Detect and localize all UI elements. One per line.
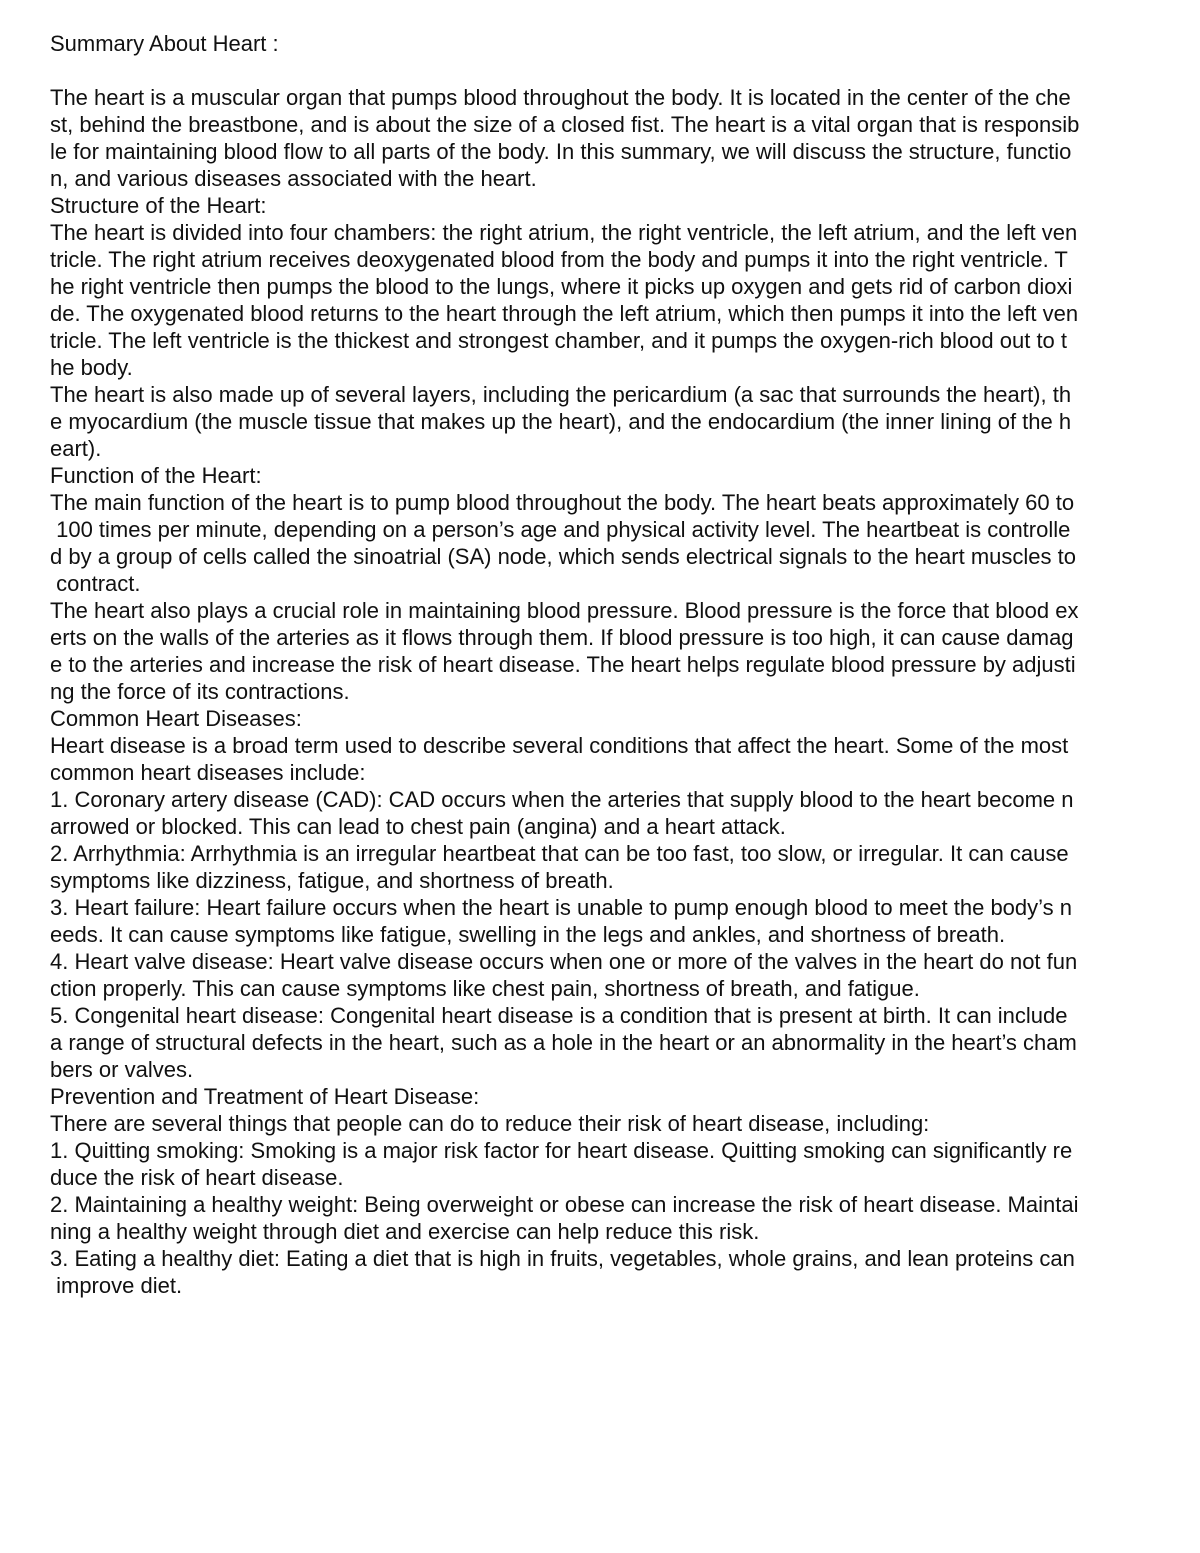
text-line: contract.	[50, 571, 141, 596]
text-line: symptoms like dizziness, fatigue, and shortness of breath.	[50, 868, 614, 893]
text-line: e to the arteries and increase the risk of heart disease. The heart helps regulate blood pressure by adjusti	[50, 652, 1076, 677]
text-line: Common Heart Diseases:	[50, 706, 302, 731]
text-line: 1. Coronary artery disease (CAD): CAD occurs when the arteries that supply blood to the heart become n	[50, 787, 1074, 812]
text-line: 2. Maintaining a healthy weight: Being overweight or obese can increase the risk of heart disease. Maintai	[50, 1192, 1079, 1217]
text-line: ng the force of its contractions.	[50, 679, 350, 704]
text-line: 1. Quitting smoking: Smoking is a major risk factor for heart disease. Quitting smoking can significantly re	[50, 1138, 1073, 1163]
text-line: There are several things that people can do to reduce their risk of heart disease, including:	[50, 1111, 930, 1136]
text-line: eeds. It can cause symptoms like fatigue, swelling in the legs and ankles, and shortness of breath.	[50, 922, 1006, 947]
text-line: 3. Eating a healthy diet: Eating a diet that is high in fruits, vegetables, whole grains, and lean proteins can	[50, 1246, 1075, 1271]
text-line: a range of structural defects in the heart, such as a hole in the heart or an abnormality in the heart’s cham	[50, 1030, 1077, 1055]
text-line: n, and various diseases associated with the heart.	[50, 166, 537, 191]
text-line: e myocardium (the muscle tissue that makes up the heart), and the endocardium (the inner lining of the h	[50, 409, 1072, 434]
document-page	[50, 30, 1150, 1299]
document-body	[50, 84, 1150, 1299]
text-line: d by a group of cells called the sinoatrial (SA) node, which sends electrical signals to the heart muscles to	[50, 544, 1076, 569]
text-line: The heart is a muscular organ that pumps blood throughout the body. It is located in the center of the che	[50, 85, 1071, 110]
text-line: tricle. The left ventricle is the thickest and strongest chamber, and it pumps the oxygen-rich blood out to t	[50, 328, 1068, 353]
text-line: 5. Congenital heart disease: Congenital heart disease is a condition that is present at birth. It can include	[50, 1003, 1068, 1028]
text-line: Prevention and Treatment of Heart Disease:	[50, 1084, 480, 1109]
text-line: duce the risk of heart disease.	[50, 1165, 344, 1190]
text-line: Structure of the Heart:	[50, 193, 267, 218]
text-line: eart).	[50, 436, 102, 461]
text-line: The main function of the heart is to pump blood throughout the body. The heart beats approximately 60 to	[50, 490, 1075, 515]
text-line: The heart also plays a crucial role in maintaining blood pressure. Blood pressure is the force that blood ex	[50, 598, 1079, 623]
blank-line	[50, 57, 1150, 84]
text-line: de. The oxygenated blood returns to the heart through the left atrium, which then pumps it into the left ven	[50, 301, 1079, 326]
text-line: le for maintaining blood flow to all parts of the body. In this summary, we will discuss the structure, functio	[50, 139, 1072, 164]
text-line: Heart disease is a broad term used to describe several conditions that affect the heart. Some of the most	[50, 733, 1069, 758]
text-line: ction properly. This can cause symptoms like chest pain, shortness of breath, and fatigue.	[50, 976, 920, 1001]
text-line: 4. Heart valve disease: Heart valve disease occurs when one or more of the valves in the heart do not fun	[50, 949, 1078, 974]
text-line: 2. Arrhythmia: Arrhythmia is an irregular heartbeat that can be too fast, too slow, or irregular. It can cause	[50, 841, 1069, 866]
text-line: he right ventricle then pumps the blood to the lungs, where it picks up oxygen and gets rid of carbon dioxi	[50, 274, 1073, 299]
text-line: ning a healthy weight through diet and exercise can help reduce this risk.	[50, 1219, 760, 1244]
text-line: common heart diseases include:	[50, 760, 366, 785]
text-line: erts on the walls of the arteries as it flows through them. If blood pressure is too high, it can cause damag	[50, 625, 1074, 650]
text-line: he body.	[50, 355, 133, 380]
text-line: 3. Heart failure: Heart failure occurs when the heart is unable to pump enough blood to meet the body’s n	[50, 895, 1072, 920]
text-line: 100 times per minute, depending on a person’s age and physical activity level. The heartbeat is controlle	[50, 517, 1071, 542]
document-title: Summary About Heart :	[50, 31, 279, 56]
text-line: improve diet.	[50, 1273, 183, 1298]
text-line: Function of the Heart:	[50, 463, 262, 488]
text-line: bers or valves.	[50, 1057, 194, 1082]
text-line: arrowed or blocked. This can lead to chest pain (angina) and a heart attack.	[50, 814, 786, 839]
text-line: tricle. The right atrium receives deoxygenated blood from the body and pumps it into the right ventricle. T	[50, 247, 1068, 272]
text-line: st, behind the breastbone, and is about the size of a closed fist. The heart is a vital organ that is responsib	[50, 112, 1080, 137]
text-line: The heart is divided into four chambers: the right atrium, the right ventricle, the left atrium, and the left ven	[50, 220, 1078, 245]
text-line: The heart is also made up of several layers, including the pericardium (a sac that surrounds the heart), th	[50, 382, 1072, 407]
